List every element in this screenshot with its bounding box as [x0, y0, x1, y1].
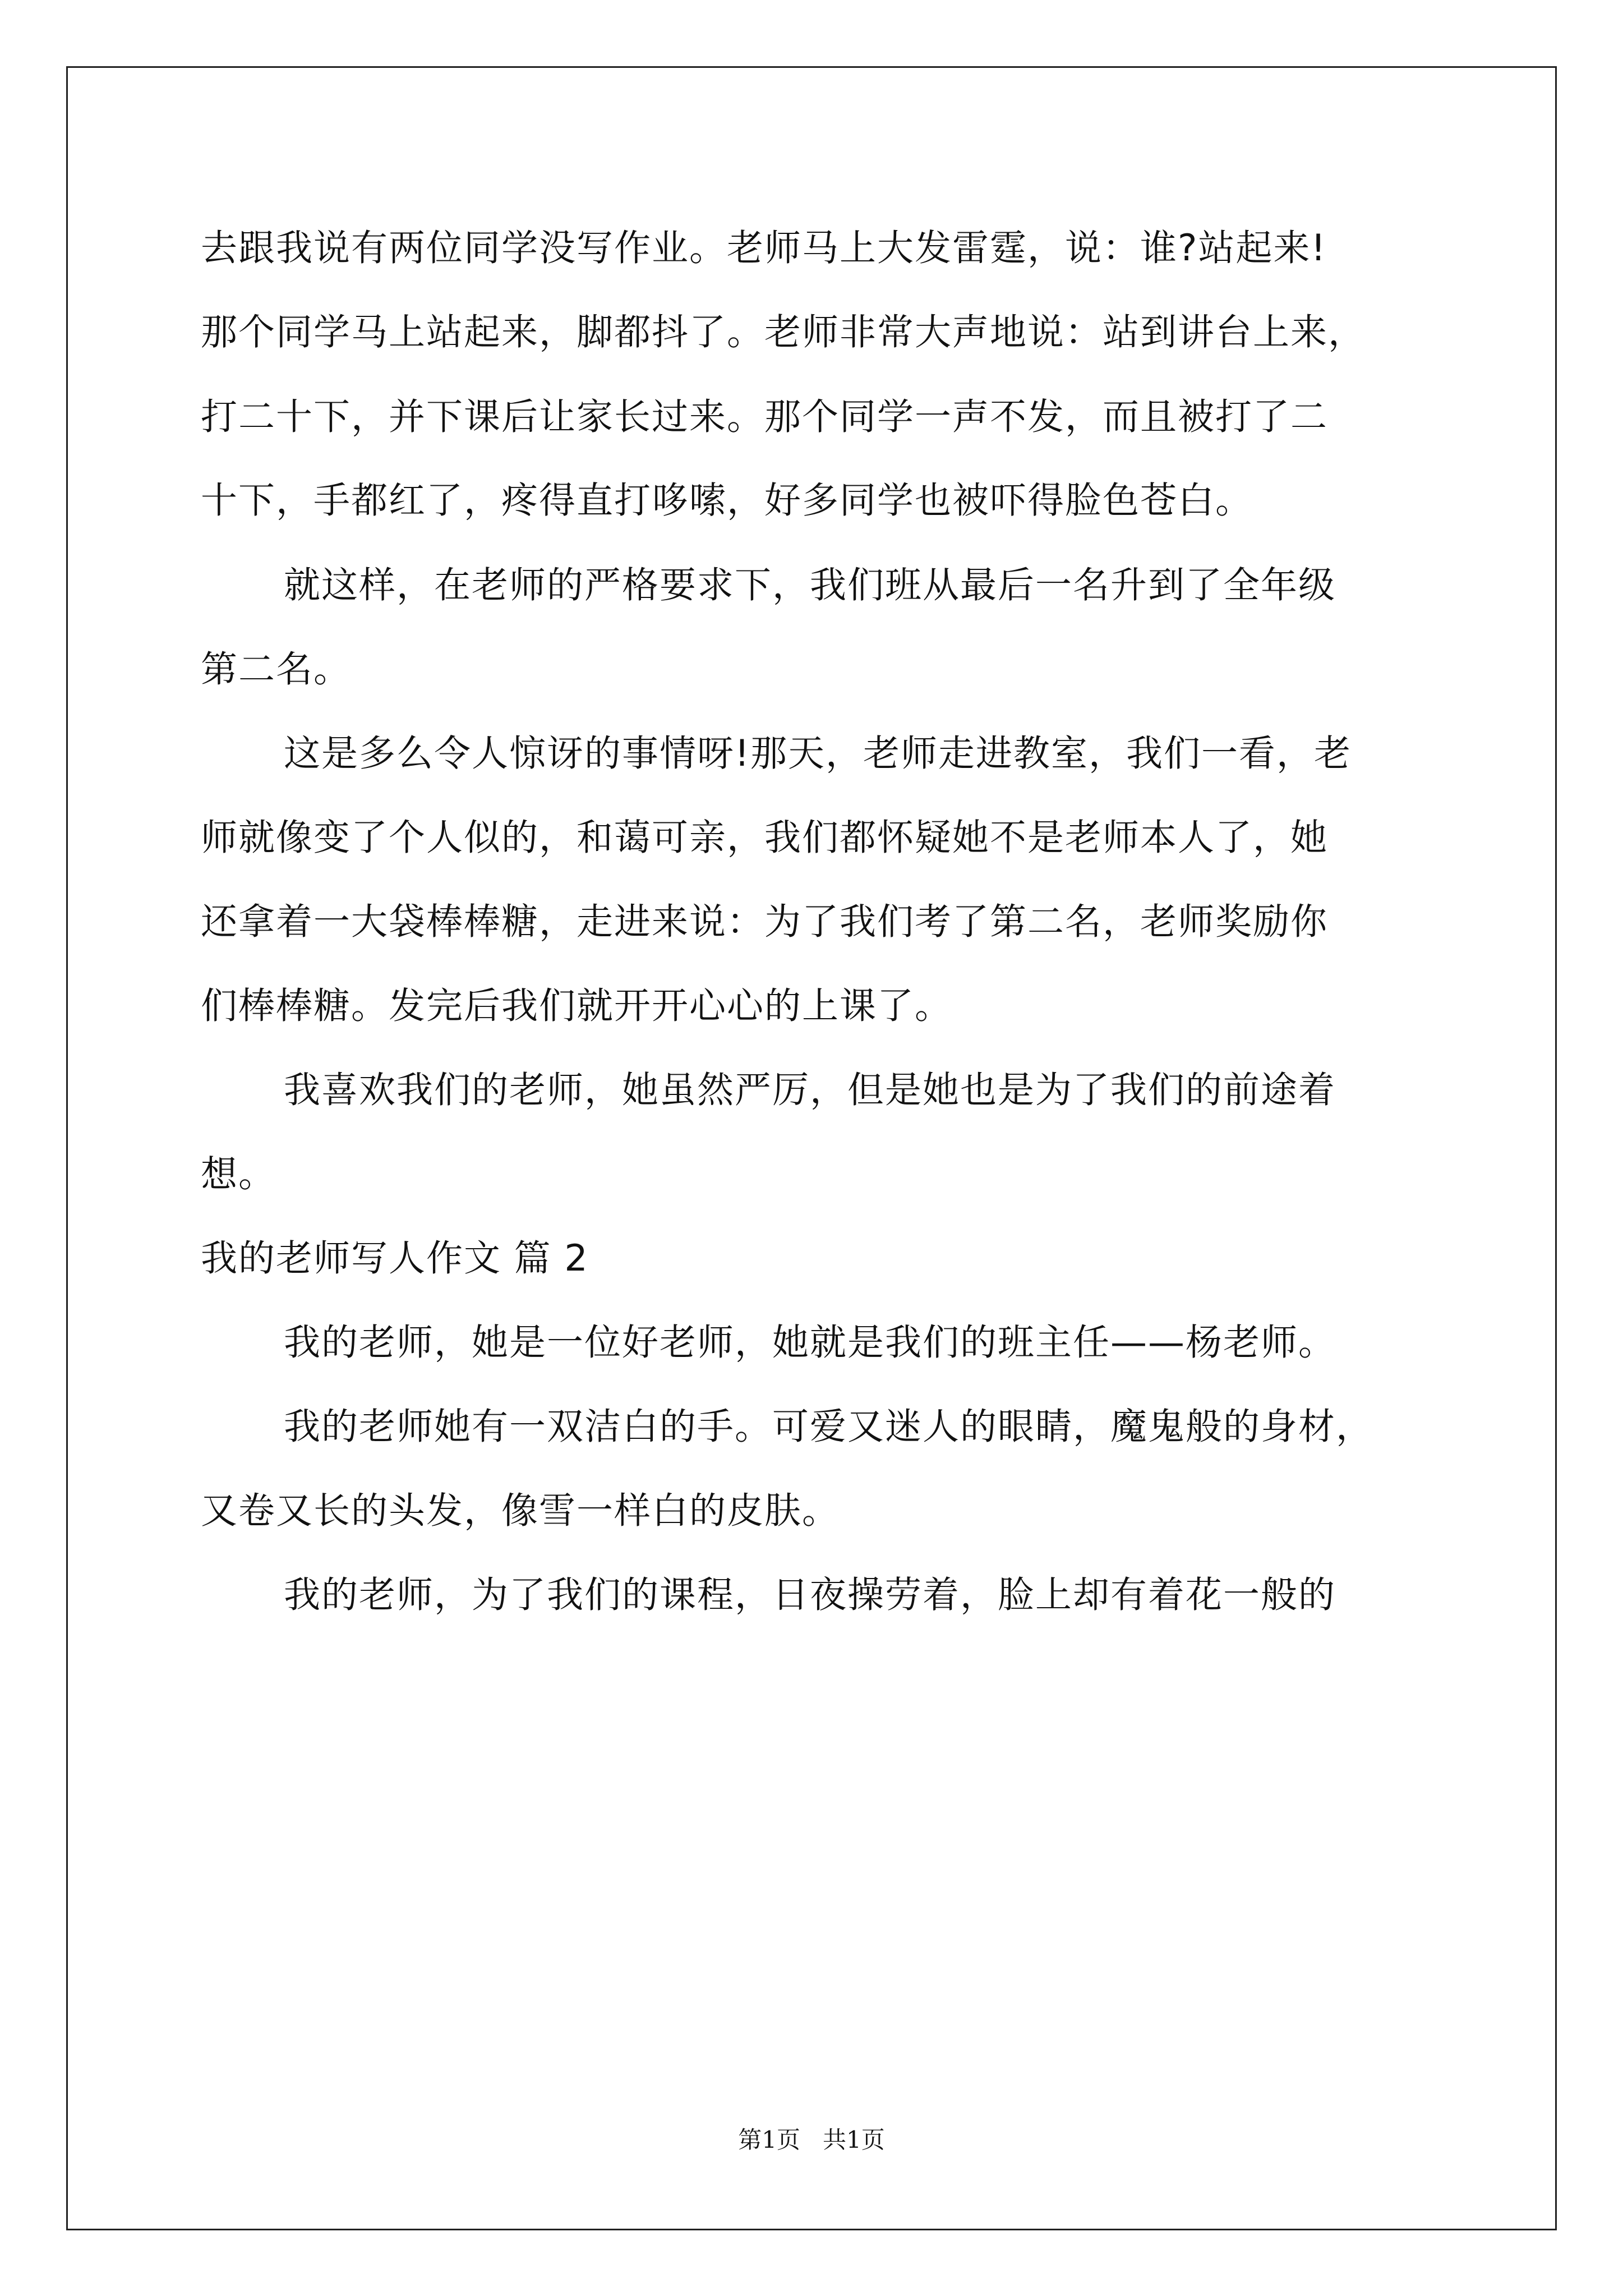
- body-text-line: 那个同学马上站起来，脚都抖了。老师非常大声地说：站到讲台上来，: [201, 311, 1366, 353]
- body-text-line: 还拿着一大袋棒棒糖，走进来说：为了我们考了第二名，老师奖励你: [201, 901, 1329, 943]
- body-text-line: 师就像变了个人似的，和蔼可亲，我们都怀疑她不是老师本人了，她: [201, 817, 1329, 859]
- body-text-line: 十下，手都红了，疼得直打哆嗦，好多同学也被吓得脸色苍白。: [201, 480, 1253, 522]
- paragraph-start-line: 我的老师她有一双洁白的手。可爱又迷人的眼睛，魔鬼般的身材，: [284, 1406, 1374, 1448]
- page-number-footer: 第1页 共1页: [738, 2126, 885, 2154]
- paragraph-start-line: 这是多么令人惊讶的事情呀!那天，老师走进教室，我们一看，老: [284, 733, 1352, 775]
- body-text-line: 打二十下，并下课后让家长过来。那个同学一声不发，而且被打了二: [201, 396, 1329, 438]
- body-text-line: 又卷又长的头发，像雪一样白的皮肤。: [201, 1490, 840, 1532]
- body-text-line: 第二名。: [201, 648, 352, 691]
- paragraph-start-line: 我喜欢我们的老师，她虽然严厉，但是她也是为了我们的前途着: [284, 1069, 1336, 1111]
- paragraph-start-line: 就这样，在老师的严格要求下，我们班从最后一名升到了全年级: [284, 564, 1336, 606]
- paragraph-start-line: 我的老师，她是一位好老师，她就是我们的班主任——杨老师。: [284, 1322, 1336, 1364]
- body-text-line: 去跟我说有两位同学没写作业。老师马上大发雷霆，说：谁?站起来!: [201, 227, 1327, 269]
- page-border: [66, 66, 1557, 2230]
- body-text-line: 们棒棒糖。发完后我们就开开心心的上课了。: [201, 985, 953, 1027]
- section-heading: 我的老师写人作文 篇 2: [201, 1237, 589, 1280]
- body-text-line: 想。: [201, 1153, 276, 1195]
- paragraph-start-line: 我的老师，为了我们的课程，日夜操劳着，脸上却有着花一般的: [284, 1574, 1336, 1616]
